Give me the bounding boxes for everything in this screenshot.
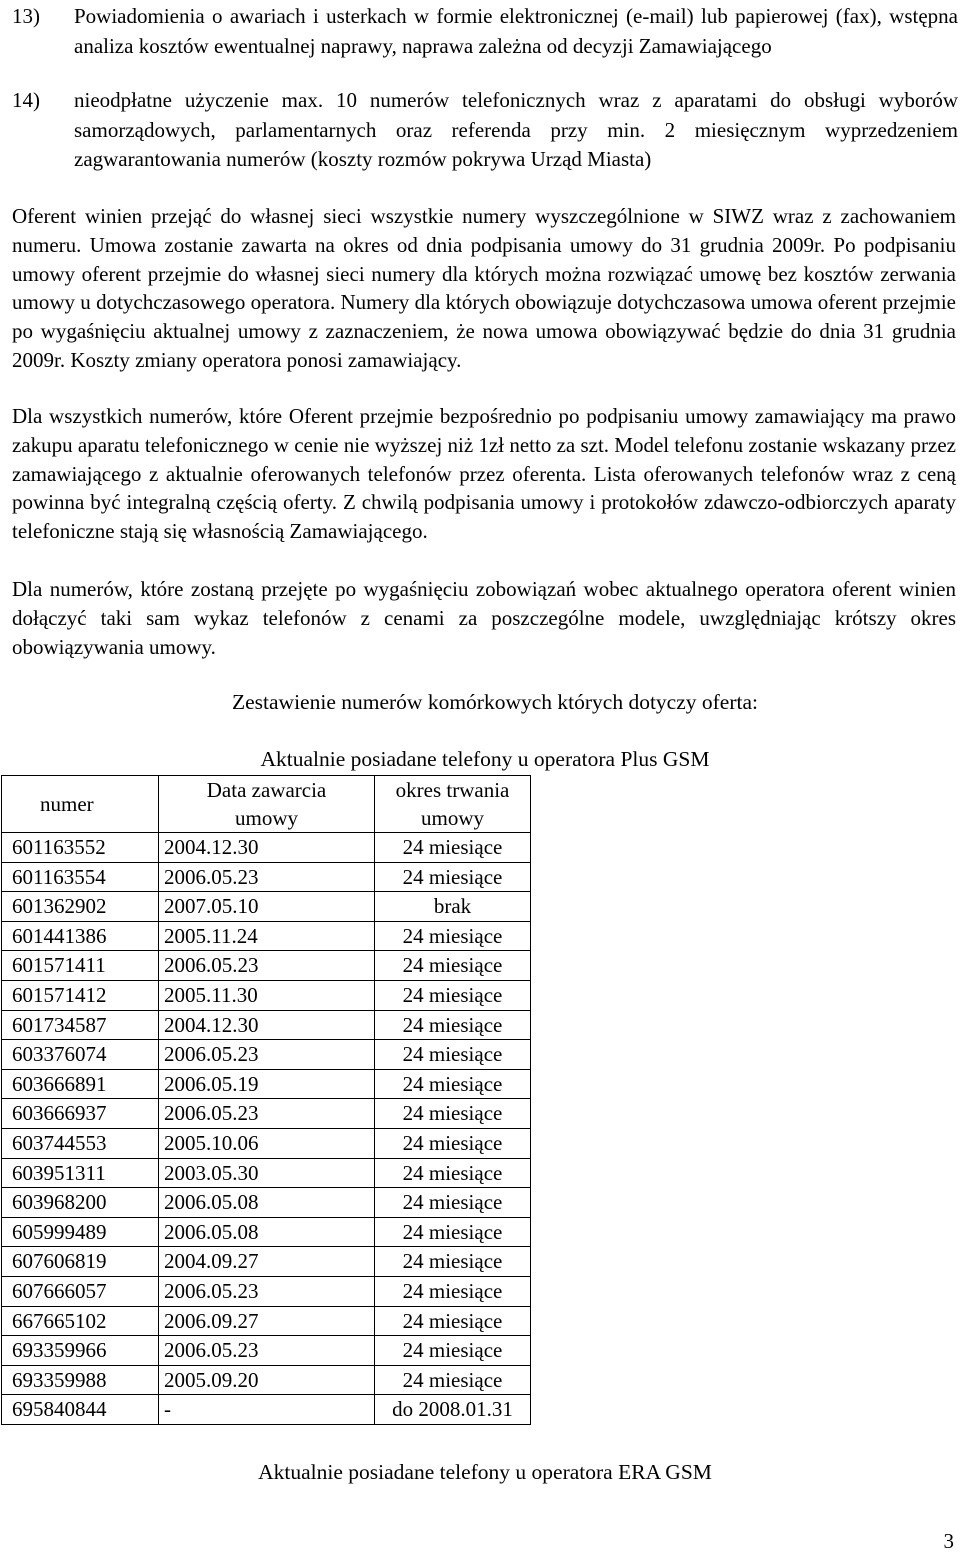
cell-duration: 24 miesiące — [375, 1040, 531, 1070]
cell-number: 603666891 — [2, 1069, 159, 1099]
cell-number: 607606819 — [2, 1247, 159, 1277]
header-duration — [375, 776, 531, 833]
table-row — [2, 951, 531, 981]
paragraph-phone-purchase: Dla wszystkich numerów, które Oferent przejmie bezpośrednio po podpisaniu umowy zamawiający ma prawo zakupu aparatu telefonicznego w cenie nie wyższej niż 1zł netto za szt. Model telefonu zostanie wskazany przez zamawiającego z aktualnie oferowanych telefonów przez oferenta. Lista oferowanych telefonów wraz z ceną powinna być integralną częścią oferty. Z chwilą podpisania umowy i protokołów zdawczo-odbiorczych aparaty telefoniczne stają się własnością Zamawiającego. — [12, 404, 956, 544]
table-row — [2, 1069, 531, 1099]
cell-duration: 24 miesiące — [375, 1336, 531, 1366]
cell-contract-date: 2004.12.30 — [159, 1010, 375, 1040]
cell-number: 667665102 — [2, 1306, 159, 1336]
cell-number: 601163554 — [2, 862, 159, 892]
cell-duration: 24 miesiące — [375, 833, 531, 863]
table-row — [2, 1040, 531, 1070]
phone-numbers-table — [1, 775, 531, 1425]
list-item-number: 13) — [12, 4, 40, 28]
cell-number: 693359988 — [2, 1365, 159, 1395]
cell-duration: 24 miesiące — [375, 1010, 531, 1040]
list-item-14 — [12, 86, 958, 175]
cell-duration: 24 miesiące — [375, 1247, 531, 1277]
header-duration-line1: okres trwania — [395, 778, 510, 802]
cell-number: 603951311 — [2, 1158, 159, 1188]
header-contract-date-line1: Data zawarcia — [206, 778, 327, 802]
cell-contract-date: 2004.09.27 — [159, 1247, 375, 1277]
cell-contract-date: 2005.10.06 — [159, 1128, 375, 1158]
cell-contract-date: 2004.12.30 — [159, 833, 375, 863]
table-row — [2, 1217, 531, 1247]
plus-gsm-heading: Aktualnie posiadane telefony u operatora Plus GSM — [260, 747, 710, 771]
cell-number: 601163552 — [2, 833, 159, 863]
cell-number: 601441386 — [2, 921, 159, 951]
cell-contract-date: 2006.05.23 — [159, 862, 375, 892]
cell-contract-date: 2006.05.19 — [159, 1069, 375, 1099]
page-number: 3 — [943, 1529, 954, 1553]
cell-number: 603744553 — [2, 1128, 159, 1158]
table-row — [2, 862, 531, 892]
header-number: numer — [2, 776, 159, 833]
cell-contract-date: 2006.05.23 — [159, 1276, 375, 1306]
cell-duration: 24 miesiące — [375, 1069, 531, 1099]
table-header-row — [2, 776, 531, 833]
cell-duration: brak — [375, 892, 531, 922]
cell-number: 603666937 — [2, 1099, 159, 1129]
cell-number: 601734587 — [2, 1010, 159, 1040]
cell-contract-date: 2006.05.23 — [159, 951, 375, 981]
cell-duration: 24 miesiące — [375, 1365, 531, 1395]
header-contract-date-line2: umowy — [235, 806, 298, 830]
cell-contract-date: 2006.05.08 — [159, 1188, 375, 1218]
cell-number: 603968200 — [2, 1188, 159, 1218]
cell-duration: 24 miesiące — [375, 980, 531, 1010]
cell-number: 607666057 — [2, 1276, 159, 1306]
cell-contract-date: 2006.09.27 — [159, 1306, 375, 1336]
table-row — [2, 1188, 531, 1218]
cell-duration: 24 miesiące — [375, 862, 531, 892]
cell-duration: 24 miesiące — [375, 1128, 531, 1158]
cell-number: 601571411 — [2, 951, 159, 981]
cell-duration: 24 miesiące — [375, 951, 531, 981]
cell-contract-date: 2006.05.23 — [159, 1040, 375, 1070]
header-contract-date — [159, 776, 375, 833]
cell-duration: do 2008.01.31 — [375, 1395, 531, 1425]
table-row — [2, 1276, 531, 1306]
summary-heading: Zestawienie numerów komórkowych których dotyczy oferta: — [232, 690, 758, 714]
table-row — [2, 1010, 531, 1040]
cell-duration: 24 miesiące — [375, 1217, 531, 1247]
cell-duration: 24 miesiące — [375, 1099, 531, 1129]
cell-contract-date: 2003.05.30 — [159, 1158, 375, 1188]
table-row — [2, 1128, 531, 1158]
cell-number: 605999489 — [2, 1217, 159, 1247]
cell-number: 693359966 — [2, 1336, 159, 1366]
list-item-number: 14) — [12, 88, 40, 112]
era-gsm-heading: Aktualnie posiadane telefony u operatora ERA GSM — [258, 1460, 712, 1484]
list-item-text: nieodpłatne użyczenie max. 10 numerów telefonicznych wraz z aparatami do obsługi wyborów samorządowych, parlamentarnych oraz referenda przy min. 2 miesięcznym wyprzedzeniem zagwarantowania numerów (koszty rozmów pokrywa Urząd Miasta) — [74, 88, 958, 171]
list-item-text: Powiadomienia o awariach i usterkach w formie elektronicznej (e-mail) lub papierowej (fax), wstępna analiza kosztów ewentualnej naprawy, naprawa zależna od decyzji Zamawiającego — [74, 4, 958, 58]
table-row — [2, 980, 531, 1010]
table-row — [2, 1395, 531, 1425]
paragraph-transfer-terms: Oferent winien przejąć do własnej sieci wszystkie numery wyszczególnione w SIWZ wraz z zachowaniem numeru. Umowa zostanie zawarta na okres od dnia podpisania umowy do 31 grudnia 2009r. Po podpisaniu umowy oferent przejmie do własnej sieci numery dla których można rozwiązać umowę bez kosztów zerwania umowy u dotychczasowego operatora. Numery dla których obowiązuje dotychczasowa umowa oferent przejmie po wygaśnięciu aktualnej umowy z zaznaczeniem, że nowa umowa obowiązywać będzie do dnia 31 grudnia 2009r. Koszty zmiany operatora ponosi zamawiający. — [12, 204, 956, 372]
cell-number: 603376074 — [2, 1040, 159, 1070]
cell-contract-date: 2007.05.10 — [159, 892, 375, 922]
table-row — [2, 1336, 531, 1366]
cell-duration: 24 miesiące — [375, 1306, 531, 1336]
cell-contract-date: 2006.05.23 — [159, 1336, 375, 1366]
header-duration-line2: umowy — [421, 806, 484, 830]
cell-duration: 24 miesiące — [375, 1276, 531, 1306]
cell-contract-date: 2005.09.20 — [159, 1365, 375, 1395]
table-row — [2, 892, 531, 922]
cell-duration: 24 miesiące — [375, 1158, 531, 1188]
table-row — [2, 1306, 531, 1336]
cell-contract-date: 2005.11.24 — [159, 921, 375, 951]
cell-duration: 24 miesiące — [375, 1188, 531, 1218]
table-row — [2, 833, 531, 863]
table-row — [2, 1158, 531, 1188]
table-row — [2, 1099, 531, 1129]
cell-contract-date: 2006.05.23 — [159, 1099, 375, 1129]
cell-contract-date: - — [159, 1395, 375, 1425]
cell-duration: 24 miesiące — [375, 921, 531, 951]
list-item-13 — [12, 2, 958, 61]
table-row — [2, 921, 531, 951]
cell-contract-date: 2005.11.30 — [159, 980, 375, 1010]
cell-number: 695840844 — [2, 1395, 159, 1425]
cell-number: 601571412 — [2, 980, 159, 1010]
table-row — [2, 1247, 531, 1277]
paragraph-expired-contracts: Dla numerów, które zostaną przejęte po wygaśnięciu zobowiązań wobec aktualnego operatora oferent winien dołączyć taki sam wykaz telefonów z cenami za poszczególne modele, uwzględniając krótszy okres obowiązywania umowy. — [12, 577, 956, 659]
table-row — [2, 1365, 531, 1395]
cell-number: 601362902 — [2, 892, 159, 922]
cell-contract-date: 2006.05.08 — [159, 1217, 375, 1247]
